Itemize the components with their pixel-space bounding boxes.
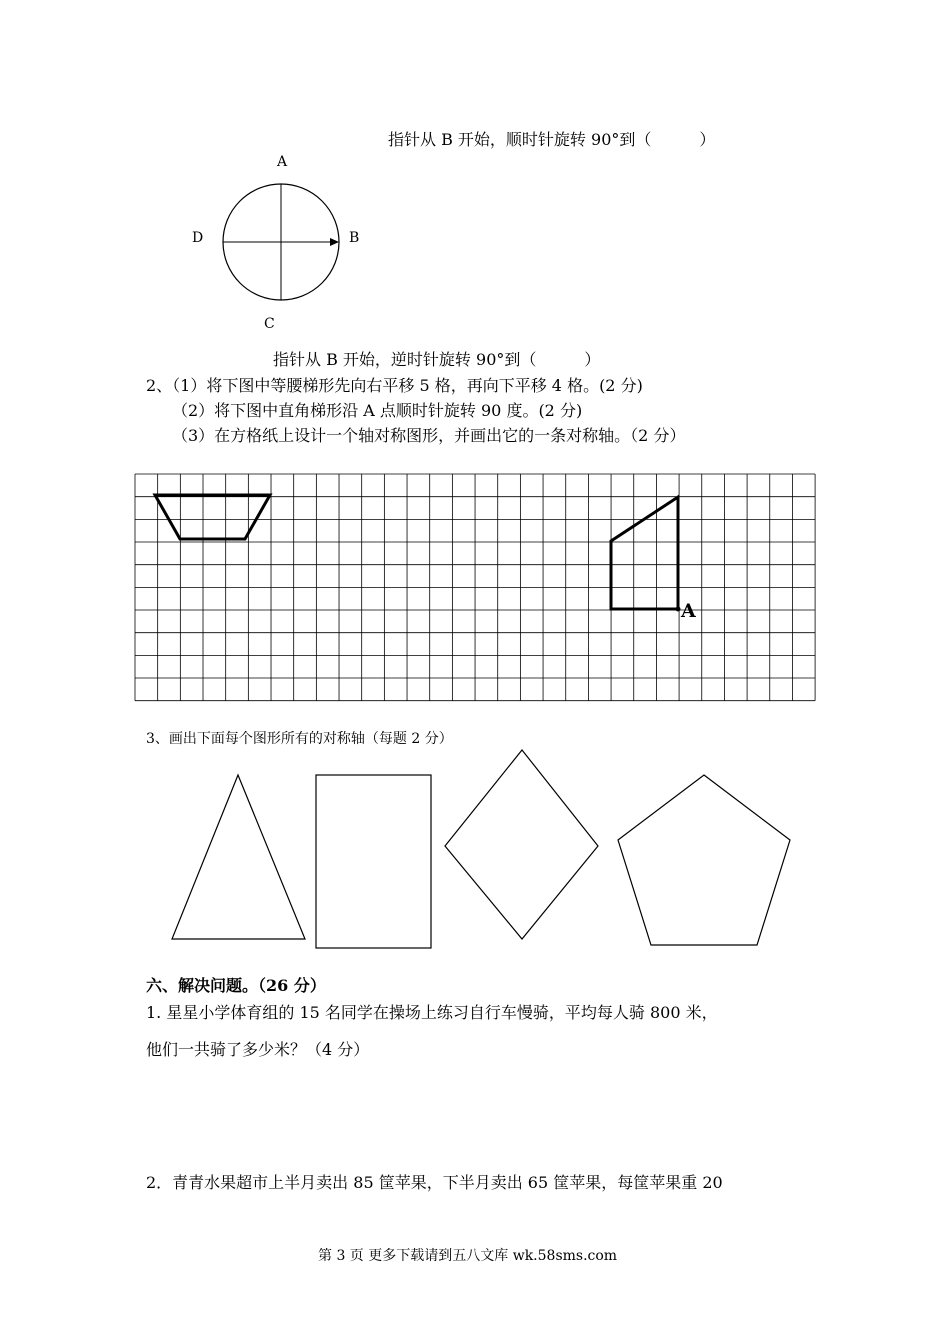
problem2-line1: 2．青青水果超市上半月卖出 85 筐苹果，下半月卖出 65 筐苹果，每筐苹果重 20	[146, 1173, 723, 1192]
pointer-arrowhead-icon	[330, 238, 339, 246]
isosceles-triangle	[172, 775, 305, 939]
problem1-line2: 他们一共骑了多少米？（4 分）	[146, 1040, 370, 1059]
dial-label-c: C	[264, 316, 275, 332]
problem1-line1: 1. 星星小学体育组的 15 名同学在操场上练习自行车慢骑，平均每人骑 800 米，	[146, 1003, 718, 1022]
point-a-dot	[676, 607, 681, 612]
regular-pentagon	[618, 775, 790, 945]
rectangle-shape	[316, 775, 431, 948]
pointer-dial	[223, 184, 339, 300]
counterclockwise-question: 指针从 B 开始，逆时针旋转 90°到（ ）	[273, 350, 601, 369]
clockwise-question: 指针从 B 开始，顺时针旋转 90°到（ ）	[388, 130, 716, 149]
dial-label-d: D	[192, 230, 204, 246]
dial-label-a: A	[277, 154, 288, 170]
isosceles-trapezoid	[155, 495, 270, 539]
dial-label-b: B	[349, 230, 360, 246]
point-a-label: A	[681, 600, 696, 622]
page-footer: 第 3 页 更多下载请到五八文库 wk.58sms.com	[318, 1248, 618, 1264]
q2-line3: （3）在方格纸上设计一个轴对称图形，并画出它的一条对称轴。（2 分）	[172, 426, 686, 445]
q3-heading: 3、画出下面每个图形所有的对称轴（每题 2 分）	[146, 731, 453, 747]
q2-line2: （2）将下图中直角梯形沿 A 点顺时针旋转 90 度。(2 分)	[172, 401, 583, 420]
q2-heading: 2、（1）将下图中等腰梯形先向右平移 5 格，再向下平移 4 格。(2 分)	[146, 376, 643, 395]
rhombus-shape	[445, 750, 598, 939]
right-trapezoid	[611, 497, 678, 609]
section6-title: 六、解决问题。（26 分）	[146, 976, 326, 995]
grid-paper	[135, 474, 815, 701]
